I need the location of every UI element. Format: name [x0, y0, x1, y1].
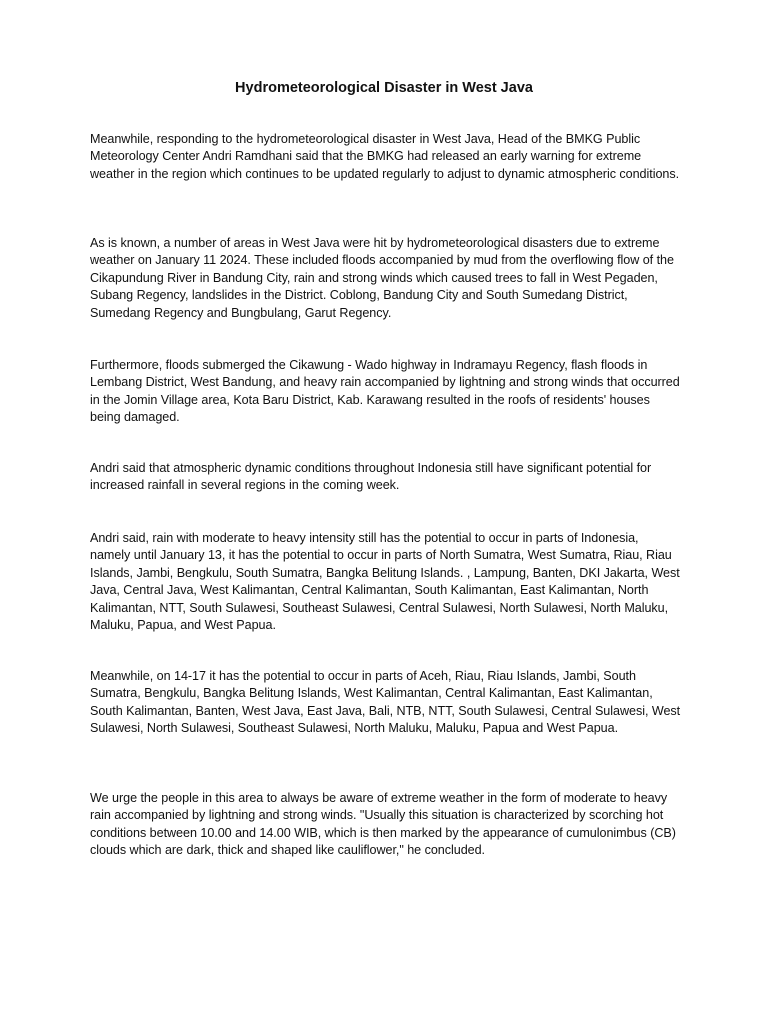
paragraph-atmospheric-conditions: Andri said that atmospheric dynamic conditions throughout Indonesia still have significant potential for increased rainfall in several regions in the coming week. [90, 461, 652, 493]
paragraph-early-warning: Meanwhile, responding to the hydrometeorological disaster in West Java, Head of the BMKG Public Meteorology Center Andri Ramdhani said that the BMKG had released an early warning for extreme weather in the region which continues to be updated regularly to adjust to dynamic atmospheric conditions. [90, 132, 680, 181]
paragraph-rain-14-17: Meanwhile, on 14-17 it has the potential to occur in parts of Aceh, Riau, Riau Islands, Jambi, South Sumatra, Bengkulu, Bangka Belitung Islands, West Kalimantan, Central Kalimantan, East Kalimantan, South Kalimantan, Banten, West Java, East Java, Bali, NTB, NTT, South Sulawesi, Central Sulawesi, West Sulawesi, North Sulawesi, Southeast Sulawesi, North Maluku, Maluku, Papua and West Papua. [90, 669, 681, 736]
paragraph-warning-conclusion: We urge the people in this area to always be aware of extreme weather in the form of moderate to heavy rain accompanied by lightning and strong winds. "Usually this situation is characterized by scorching hot conditions between 10.00 and 14.00 WIB, which is then marked by the appearance of cumulonimbus (CB) clouds which are dark, thick and shaped like cauliflower," he concluded. [90, 791, 676, 858]
paragraph-rain-until-jan-13: Andri said, rain with moderate to heavy intensity still has the potential to occur in parts of Indonesia, namely until January 13, it has the potential to occur in parts of North Sumatra, West Sumatra, Riau, Riau Islands, Jambi, Bengkulu, South Sumatra, Bangka Belitung Islands. , Lampung, Banten, DKI Jakarta, West Java, Central Java, West Kalimantan, Central Kalimantan, South Kalimantan, East Kalimantan, North Kalimantan, NTT, South Sulawesi, Southeast Sulawesi, Central Sulawesi, North Sulawesi, North Maluku, Maluku, Papua, and West Papua. [90, 531, 680, 633]
paragraph-floods: Furthermore, floods submerged the Cikawung - Wado highway in Indramayu Regency, flash floods in Lembang District, West Bandung, and heavy rain accompanied by lightning and strong winds that occurred in the Jomin Village area, Kota Baru District, Kab. Karawang resulted in the roofs of residents' houses being damaged. [90, 358, 680, 425]
paragraph-disaster-areas: As is known, a number of areas in West Java were hit by hydrometeorological disasters due to extreme weather on January 11 2024. These included floods accompanied by mud from the overflowing flow of the Cikapundung River in Bandung City, rain and strong winds which caused trees to fall in West Pegaden, Subang Regency, landslides in the District. Coblong, Bandung City and South Sumedang District, Sumedang Regency and Bungbulang, Garut Regency. [90, 236, 674, 320]
document-title: Hydrometeorological Disaster in West Java [235, 80, 533, 96]
